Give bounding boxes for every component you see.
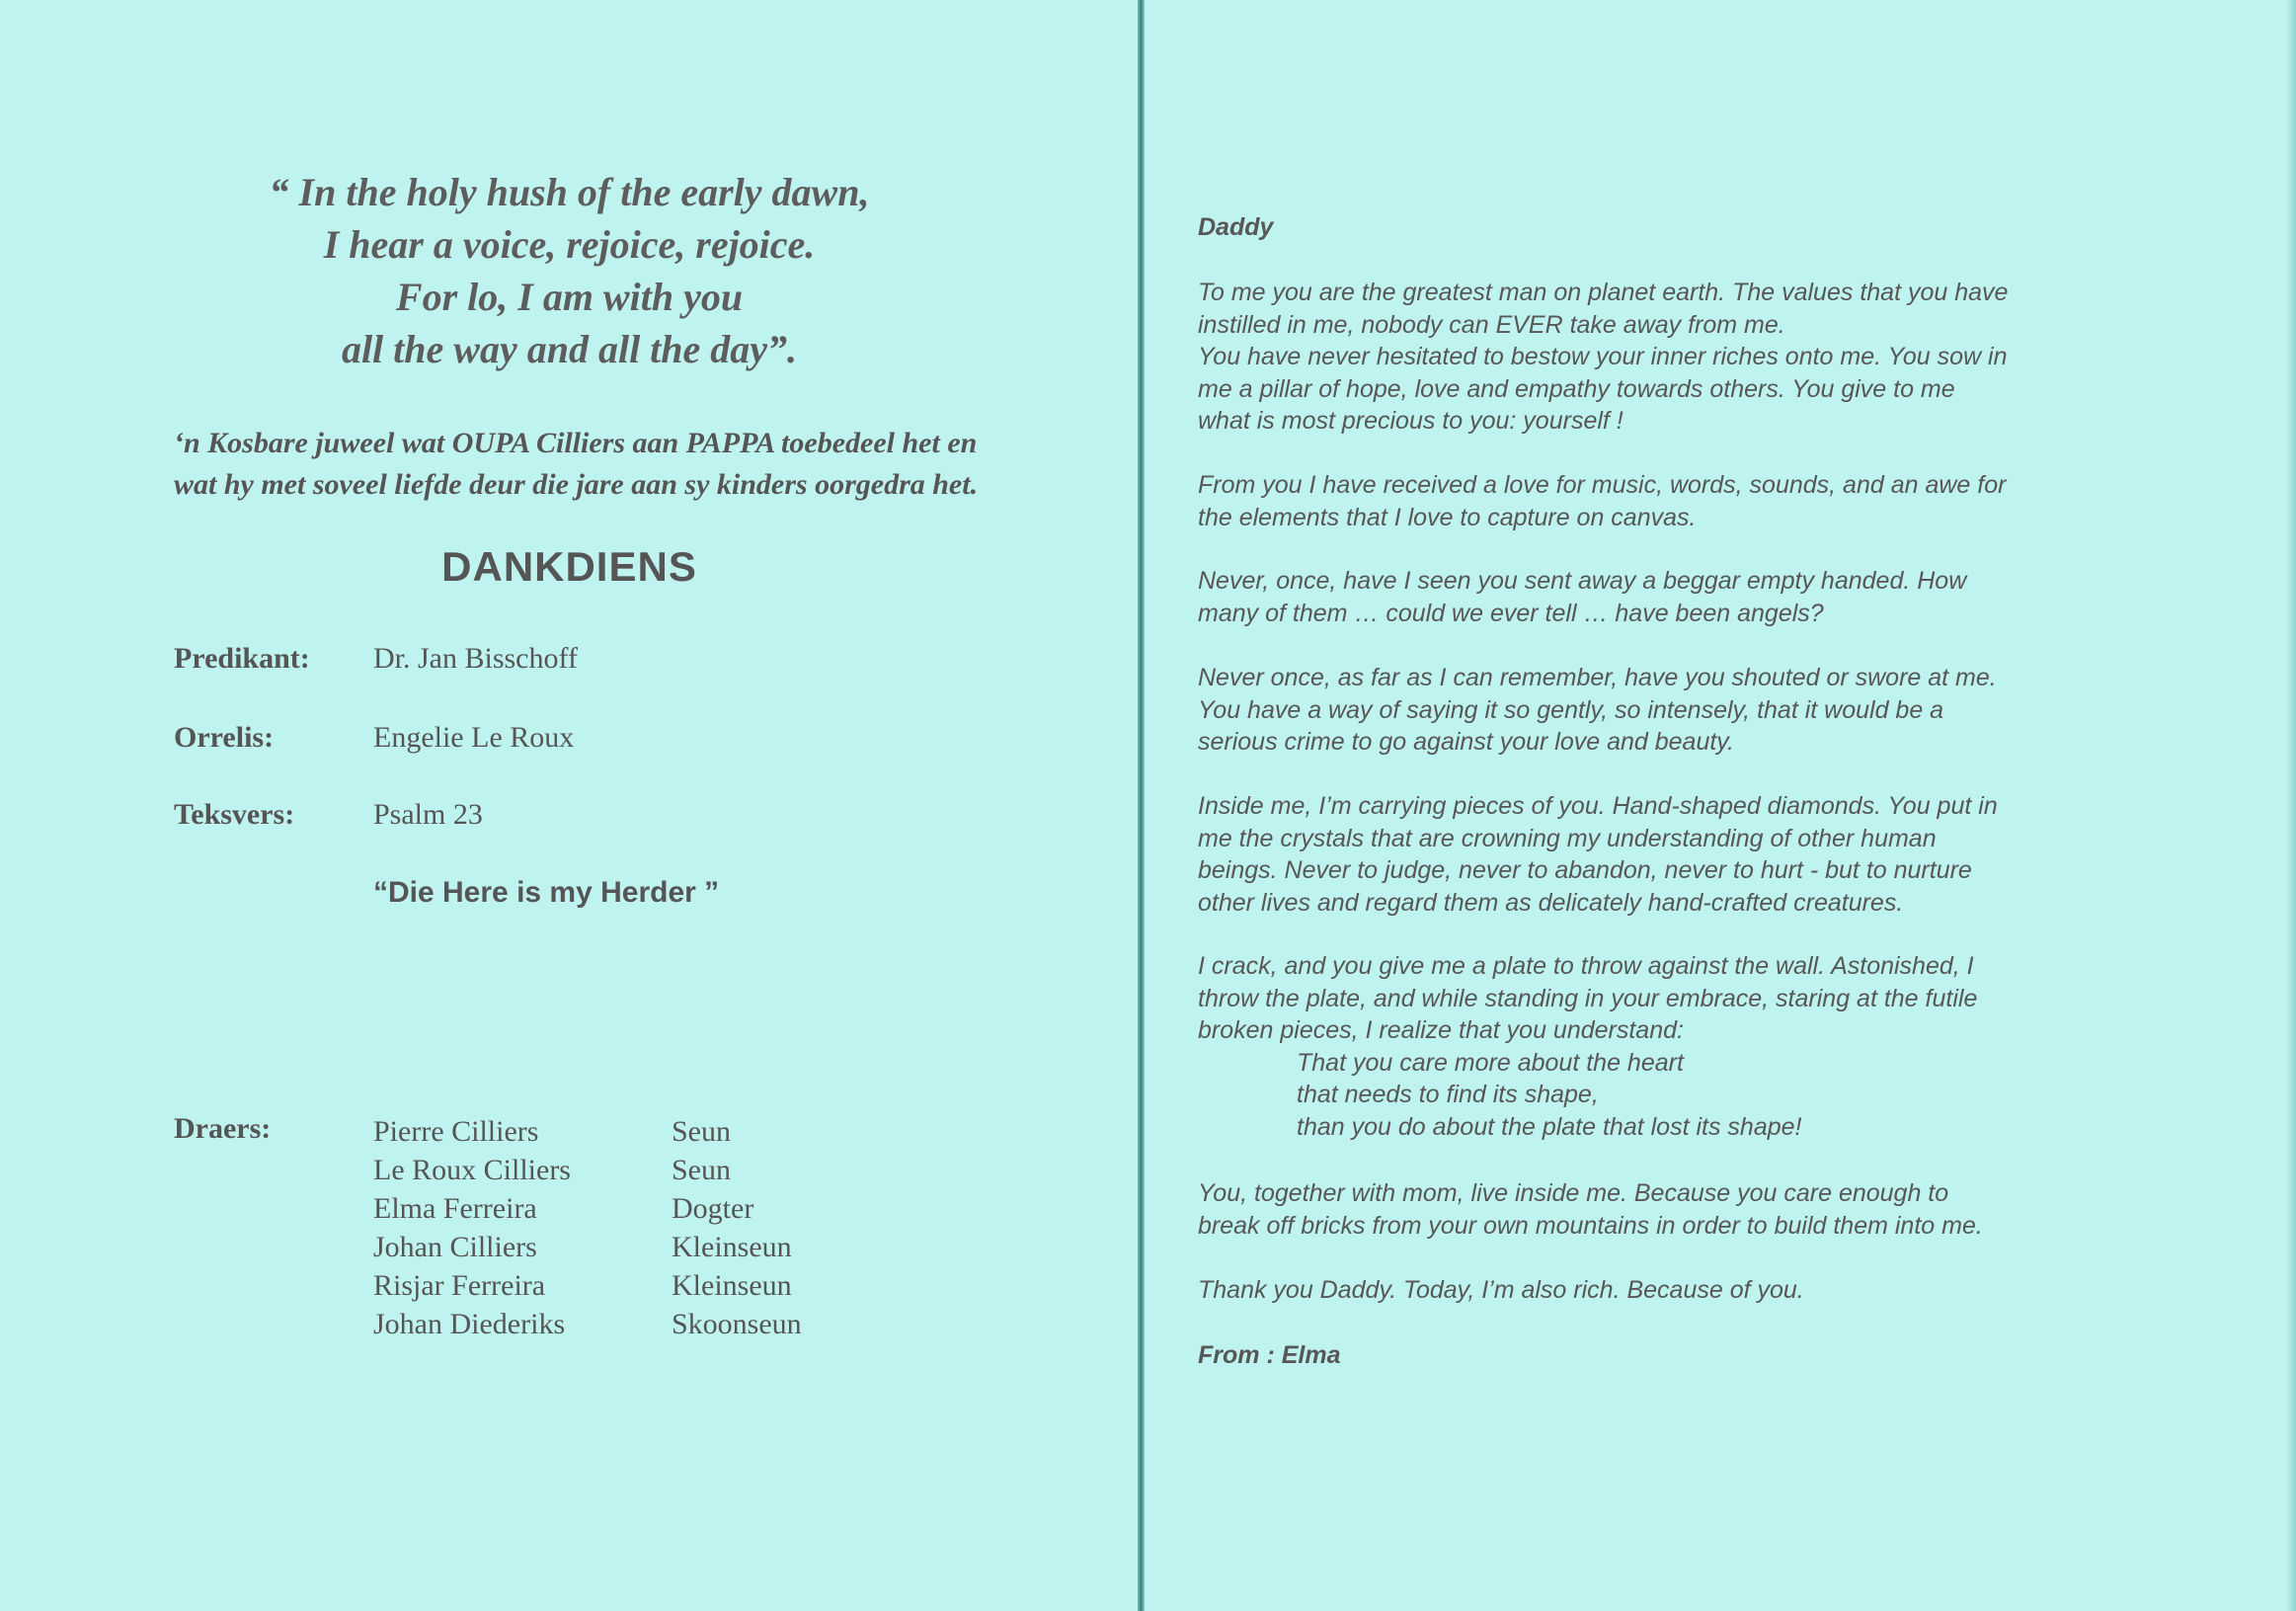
teksvers-value: Psalm 23 — [373, 798, 483, 831]
bearer-name: Risjar Ferreira — [373, 1269, 546, 1302]
draers-label: Draers: — [174, 1112, 272, 1145]
letter-paragraph-6 — [1198, 950, 2185, 1144]
letter-line: Never, once, have I seen you sent away a beggar empty handed. How — [1198, 567, 1967, 595]
letter-line: what is most precious to you: yourself ! — [1198, 407, 1623, 436]
letter-paragraph-2 — [1198, 469, 2185, 533]
booklet-spine — [1138, 0, 1145, 1611]
letter-line: Thank you Daddy. Today, I’m also rich. Because of you. — [1198, 1276, 1804, 1304]
letter-line: beings. Never to judge, never to abandon, never to hurt - but to nurture — [1198, 856, 1972, 885]
letter-signature — [1198, 1339, 2185, 1372]
letter-line: You, together with mom, live inside me. Because you care enough to — [1198, 1179, 1949, 1207]
list-item — [373, 1266, 802, 1305]
letter-line: broken pieces, I realize that you understand: — [1198, 1016, 1684, 1045]
list-item — [373, 1112, 802, 1151]
letter-paragraph-5 — [1198, 790, 2185, 919]
list-item — [373, 1305, 802, 1343]
bearers-list — [373, 1112, 802, 1343]
bearer-name: Le Roux Cilliers — [373, 1154, 571, 1186]
list-item — [373, 1151, 802, 1189]
verse-line: “ In the holy hush of the early dawn, — [269, 170, 870, 214]
bearer-relation: Skoonseun — [672, 1308, 802, 1340]
letter-paragraph-8 — [1198, 1274, 2185, 1307]
dedication-text — [174, 423, 1092, 506]
opening-verse — [0, 166, 1139, 375]
dedication-line: ‘n Kosbare juweel wat OUPA Cilliers aan PAPPA toebedeel het en — [174, 427, 978, 459]
letter-paragraph-4 — [1198, 662, 2185, 759]
psalm-title: “Die Here is my Herder ” — [373, 876, 720, 909]
letter-line: I crack, and you give me a plate to throw against the wall. Astonished, I — [1198, 952, 1974, 980]
letter-line: Never once, as far as I can remember, have you shouted or swore at me. — [1198, 664, 1997, 691]
letter-line: break off bricks from your own mountains in order to build them into me. — [1198, 1211, 1983, 1240]
dedication-line: wat hy met soveel liefde deur die jare aan sy kinders oorgedra het. — [174, 468, 979, 501]
bearer-relation: Kleinseun — [672, 1231, 792, 1263]
bearer-relation: Dogter — [672, 1192, 754, 1225]
list-item — [373, 1189, 802, 1228]
orrelis-label: Orrelis: — [174, 721, 275, 754]
signature-text: From : Elma — [1198, 1341, 1341, 1369]
bearer-relation: Seun — [672, 1115, 731, 1148]
letter-line: Inside me, I’m carrying pieces of you. Hand-shaped diamonds. You put in — [1198, 792, 1998, 820]
letter-line: From you I have received a love for music, words, sounds, and an awe for — [1198, 471, 2007, 499]
letter-line: To me you are the greatest man on planet earth. The values that you have — [1198, 279, 2009, 306]
letter-paragraph-1 — [1198, 277, 2185, 438]
letter-paragraph-3 — [1198, 565, 2185, 629]
bearer-name: Pierre Cilliers — [373, 1115, 539, 1148]
predikant-value: Dr. Jan Bisschoff — [373, 642, 578, 675]
list-item — [373, 1228, 802, 1266]
letter-line: me the crystals that are crowning my understanding of other human — [1198, 824, 1937, 852]
letter-line: instilled in me, nobody can EVER take away from me. — [1198, 310, 1785, 339]
letter-line: serious crime to go against your love and beauty. — [1198, 728, 1734, 757]
verse-line: I hear a voice, rejoice, rejoice. — [323, 222, 816, 267]
letter-line: the elements that I love to capture on canvas. — [1198, 503, 1697, 531]
orrelis-value: Engelie Le Roux — [373, 721, 575, 754]
verse-line: For lo, I am with you — [395, 275, 744, 319]
verse-line: all the way and all the day”. — [341, 327, 798, 371]
letter-line-indented: than you do about the plate that lost its shape! — [1297, 1112, 1802, 1141]
bearer-relation: Seun — [672, 1154, 731, 1186]
letter-line: You have a way of saying it so gently, so intensely, that it would be a — [1198, 695, 1944, 724]
page-edge-shadow — [2286, 0, 2296, 1611]
letter-line: throw the plate, and while standing in your embrace, staring at the futile — [1198, 984, 1978, 1012]
letter-line: me a pillar of hope, love and empathy towards others. You give to me — [1198, 374, 1955, 403]
bearer-relation: Kleinseun — [672, 1269, 792, 1302]
teksvers-label: Teksvers: — [174, 798, 295, 831]
salutation-text: Daddy — [1198, 213, 1274, 241]
letter-line-indented: That you care more about the heart — [1297, 1048, 1684, 1077]
service-title: DANKDIENS — [441, 543, 697, 590]
bearer-name: Johan Diederiks — [373, 1308, 566, 1340]
bearer-name: Johan Cilliers — [373, 1231, 537, 1263]
letter-line: You have never hesitated to bestow your inner riches onto me. You sow in — [1198, 343, 2008, 371]
letter-salutation — [1198, 211, 2185, 244]
letter-paragraph-7 — [1198, 1177, 2185, 1242]
predikant-label: Predikant: — [174, 642, 310, 675]
letter-line: many of them … could we ever tell … have been angels? — [1198, 599, 1824, 627]
letter-line-indented: that needs to find its shape, — [1297, 1081, 1599, 1109]
bearer-name: Elma Ferreira — [373, 1192, 537, 1225]
letter-line: other lives and regard them as delicately hand-crafted creatures. — [1198, 888, 1904, 917]
